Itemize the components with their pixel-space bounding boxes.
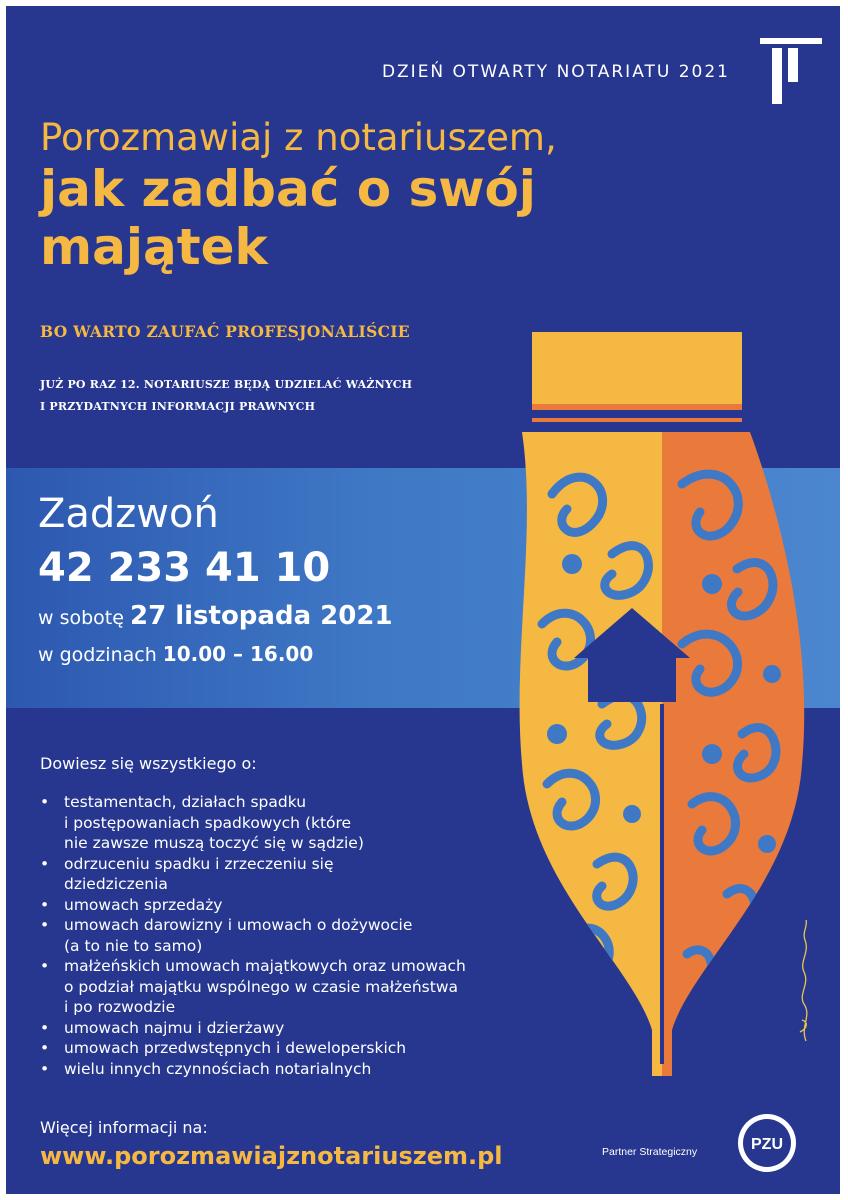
list-item-text: odrzuceniu spadku i zrzeczeniu się dziedziczenia <box>64 854 334 893</box>
bullet-icon: • <box>40 1059 50 1078</box>
call-label: Zadzwoń <box>38 491 219 537</box>
list-item-text: umowach przedwstępnych i deweloperskich <box>64 1039 407 1057</box>
event-date-line <box>38 598 393 636</box>
headline-line-1: Porozmawiaj z notariuszem, <box>40 116 557 159</box>
list-item <box>40 854 560 895</box>
website-link[interactable]: www.porozmawiajznotariuszem.pl <box>40 1142 503 1170</box>
event-hours: 10.00 – 16.00 <box>162 642 314 666</box>
list-item <box>40 1018 560 1039</box>
notary-column-logo <box>760 30 822 110</box>
bullet-icon: • <box>40 916 50 934</box>
intro-text <box>40 374 510 418</box>
event-name: DZIEŃ OTWARTY NOTARIATU 2021 <box>381 62 730 82</box>
bullet-icon: • <box>40 895 50 914</box>
list-item <box>40 895 560 916</box>
hours-prefix: w godzinach <box>38 644 157 666</box>
list-item-text: testamentach, działach spadku i postępowaniach spadkowych (które nie zawsze muszą toczyć się w sądzie) <box>64 793 364 852</box>
headline-line-2: jak zadbać o swój <box>40 160 536 218</box>
subtitle: BO WARTO ZAUFAĆ PROFESJONALIŚCIE <box>40 322 410 341</box>
pzu-logo <box>736 1112 798 1174</box>
list-item <box>40 915 560 956</box>
call-section <box>38 490 393 673</box>
list-item-text: umowach najmu i dzierżawy <box>64 1018 285 1037</box>
topics-heading: Dowiesz się wszystkiego o: <box>40 754 257 773</box>
list-item <box>40 1059 560 1080</box>
partner-label: Partner Strategiczny <box>602 1146 698 1158</box>
list-item <box>40 792 560 854</box>
headline-line-3: majątek <box>40 218 268 276</box>
intro-line-1: JUŻ PO RAZ 12. NOTARIUSZE BĘDĄ UDZIELAĆ WAŻNYCH <box>40 378 413 391</box>
list-item-text: wielu innych czynnościach notarialnych <box>64 1059 372 1078</box>
artist-signature <box>786 916 826 1046</box>
bullet-icon: • <box>40 1018 50 1037</box>
event-date: 27 listopada 2021 <box>129 601 393 631</box>
list-item-text: umowach sprzedaży <box>64 895 223 914</box>
list-item <box>40 1038 560 1059</box>
more-info-label: Więcej informacji na: <box>40 1118 208 1137</box>
headline <box>40 116 800 276</box>
list-item-text: umowach darowizny i umowach o dożywocie (a to nie to samo) <box>64 916 413 955</box>
phone-number[interactable]: 42 233 41 10 <box>38 545 331 591</box>
poster <box>6 6 840 1194</box>
list-item <box>40 956 560 1018</box>
bullet-icon: • <box>40 1039 50 1057</box>
bullet-icon: • <box>40 854 50 873</box>
bullet-icon: • <box>40 957 50 975</box>
topics-list <box>40 792 560 1079</box>
intro-line-2: I PRZYDATNYCH INFORMACJI PRAWNYCH <box>40 400 316 413</box>
event-hours-line <box>38 636 393 673</box>
pzu-logo-text: PZU <box>751 1136 783 1153</box>
list-item-text: małżeńskich umowach majątkowych oraz umowach o podział majątku wspólnego w czasie małżeństwa i po rozwodzie <box>64 957 466 1016</box>
bullet-icon: • <box>40 793 50 811</box>
date-prefix: w sobotę <box>38 607 124 629</box>
